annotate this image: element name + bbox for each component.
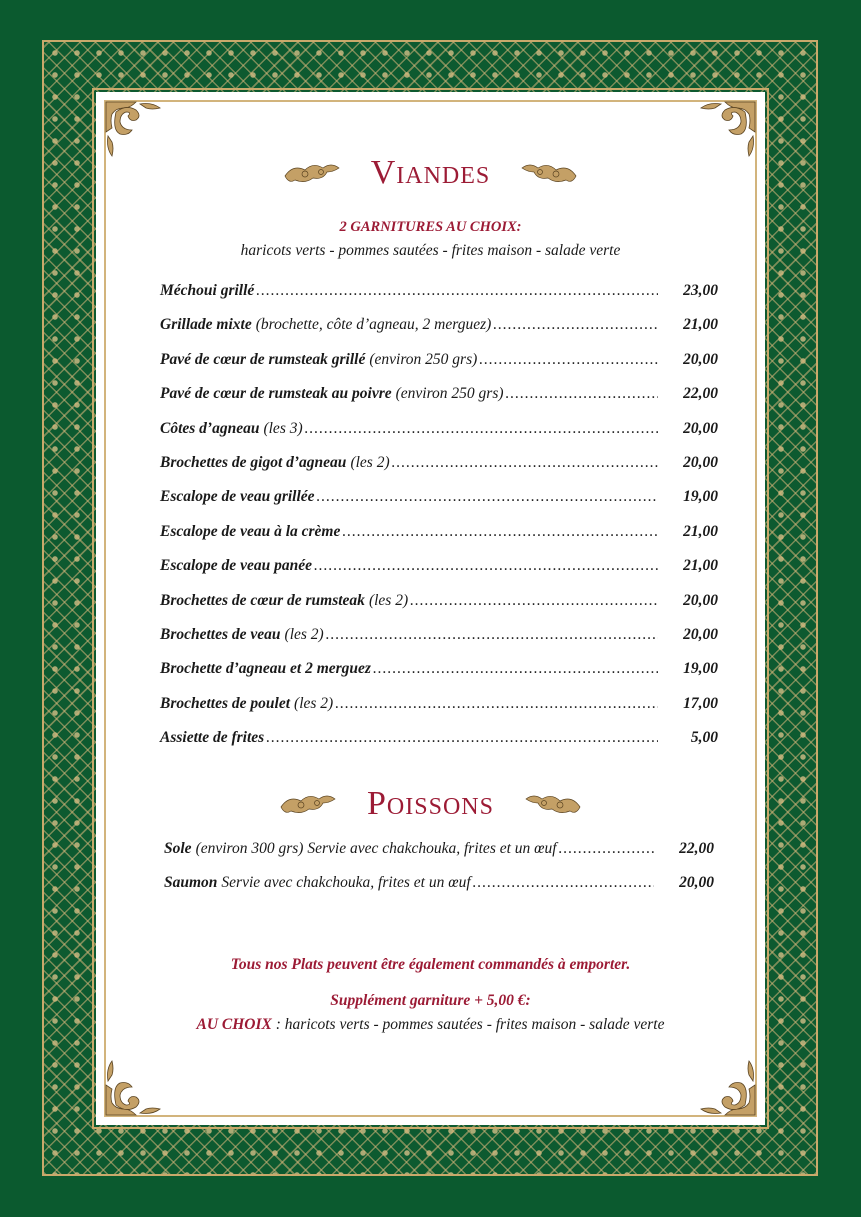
poissons-list: [164, 840, 714, 909]
garnitures-list: haricots verts - pommes sautées - frites maison - salade verte: [240, 242, 621, 259]
menu-item-price: 20,00: [683, 625, 718, 643]
menu-item-name: Brochettes de poulet: [160, 694, 291, 712]
flourish-icon: [279, 789, 337, 819]
dot-leader: [410, 592, 658, 610]
menu-item: [160, 282, 718, 316]
menu-item-detail: (environ 250 grs): [395, 385, 504, 403]
menu-item-price: 17,00: [683, 694, 718, 712]
menu-item-detail: (brochette, côte d’agneau, 2 merguez): [255, 316, 492, 334]
poissons-title: Poissons: [367, 785, 494, 822]
menu-item-name: Escalope de veau panée: [160, 557, 312, 575]
menu-item: [164, 874, 714, 908]
dot-leader: [392, 454, 658, 472]
menu-item-name: Grillade mixte: [160, 316, 252, 334]
dot-leader: [266, 729, 658, 747]
menu-item-price: 23,00: [683, 282, 718, 299]
menu-item-detail: (les 2): [284, 625, 324, 643]
menu-item: [160, 660, 718, 694]
menu-item-price: 20,00: [683, 591, 718, 609]
viandes-title: Viandes: [370, 154, 491, 191]
menu-item-price: 19,00: [683, 660, 718, 678]
choix-line: [96, 1016, 765, 1034]
flourish-icon: [283, 158, 341, 188]
menu-item: [160, 488, 718, 522]
dot-leader: [326, 626, 658, 644]
flourish-icon: [520, 158, 578, 188]
menu-item-name: Sole: [164, 840, 192, 857]
choix-label: AU CHOIX: [196, 1016, 272, 1033]
menu-item: [160, 592, 718, 626]
corner-ornament-icon: [102, 1053, 168, 1119]
menu-item-name: Pavé de cœur de rumsteak grillé: [160, 350, 366, 368]
menu-item-price: 20,00: [679, 874, 714, 892]
menu-item: [160, 454, 718, 488]
menu-item: [160, 695, 718, 729]
supplement-note: Supplément garniture + 5,00 €:: [330, 992, 531, 1009]
dot-leader: [493, 316, 658, 334]
menu-panel: [96, 92, 765, 1125]
menu-item-price: 21,00: [683, 316, 718, 334]
menu-item-name: Brochettes de cœur de rumsteak: [160, 591, 365, 609]
menu-item-price: 20,00: [683, 350, 718, 368]
takeaway-note: Tous nos Plats peuvent être également commandés à emporter.: [230, 956, 631, 973]
menu-item-detail: (environ 250 grs): [369, 350, 478, 368]
dot-leader: [317, 488, 658, 506]
dot-leader: [479, 351, 658, 369]
menu-item: [160, 729, 718, 763]
menu-item: [160, 557, 718, 591]
menu-item-detail: (environ 300 grs) Servie avec chakchouka, frites et un œuf: [195, 840, 557, 857]
dot-leader: [559, 840, 654, 858]
flourish-icon: [524, 789, 582, 819]
menu-item-price: 19,00: [683, 488, 718, 506]
menu-item: [160, 420, 718, 454]
menu-item-name: Brochettes de veau: [160, 625, 281, 643]
menu-item-name: Côtes d’agneau: [160, 419, 260, 437]
poissons-heading: [96, 785, 765, 823]
menu-item: [160, 523, 718, 557]
menu-item: [160, 385, 718, 419]
viandes-list: [160, 282, 718, 763]
dot-leader: [373, 660, 658, 678]
menu-item: [164, 840, 714, 874]
menu-item-name: Brochettes de gigot d’agneau: [160, 453, 347, 471]
garnitures-title: 2 GARNITURES AU CHOIX:: [339, 219, 522, 235]
corner-ornament-icon: [693, 1053, 759, 1119]
menu-item-name: Méchoui grillé: [160, 282, 255, 299]
choix-list: : haricots verts - pommes sautées - frites maison - salade verte: [271, 1016, 665, 1033]
menu-item: [160, 351, 718, 385]
menu-item-detail: (les 2): [294, 694, 334, 712]
menu-item-name: Saumon: [164, 874, 218, 892]
dot-leader: [342, 523, 658, 541]
menu-item-price: 22,00: [683, 385, 718, 403]
menu-item-name: Brochette d’agneau et 2 merguez: [160, 660, 371, 678]
dot-leader: [335, 695, 658, 713]
menu-item-name: Escalope de veau grillée: [160, 488, 315, 506]
dot-leader: [305, 420, 658, 438]
menu-item-price: 20,00: [683, 419, 718, 437]
menu-item-detail: (les 2): [368, 591, 409, 609]
menu-item-price: 5,00: [690, 729, 718, 747]
menu-item-name: Assiette de frites: [160, 729, 265, 747]
menu-item-name: Escalope de veau à la crème: [160, 522, 341, 540]
menu-item-detail: (les 2): [350, 453, 390, 471]
menu-item-detail: (les 3): [263, 419, 303, 437]
dot-leader: [314, 557, 658, 575]
viandes-heading: [96, 154, 765, 192]
menu-item-detail: Servie avec chakchouka, frites et un œuf: [221, 874, 471, 892]
menu-item-price: 22,00: [679, 840, 714, 857]
dot-leader: [473, 874, 654, 892]
dot-leader: [506, 385, 658, 403]
menu-item: [160, 626, 718, 660]
menu-item-price: 21,00: [683, 557, 718, 575]
menu-item-price: 21,00: [683, 522, 718, 540]
dot-leader: [256, 282, 658, 300]
menu-item-name: Pavé de cœur de rumsteak au poivre: [160, 385, 392, 403]
menu-item: [160, 316, 718, 350]
menu-item-price: 20,00: [683, 453, 718, 471]
